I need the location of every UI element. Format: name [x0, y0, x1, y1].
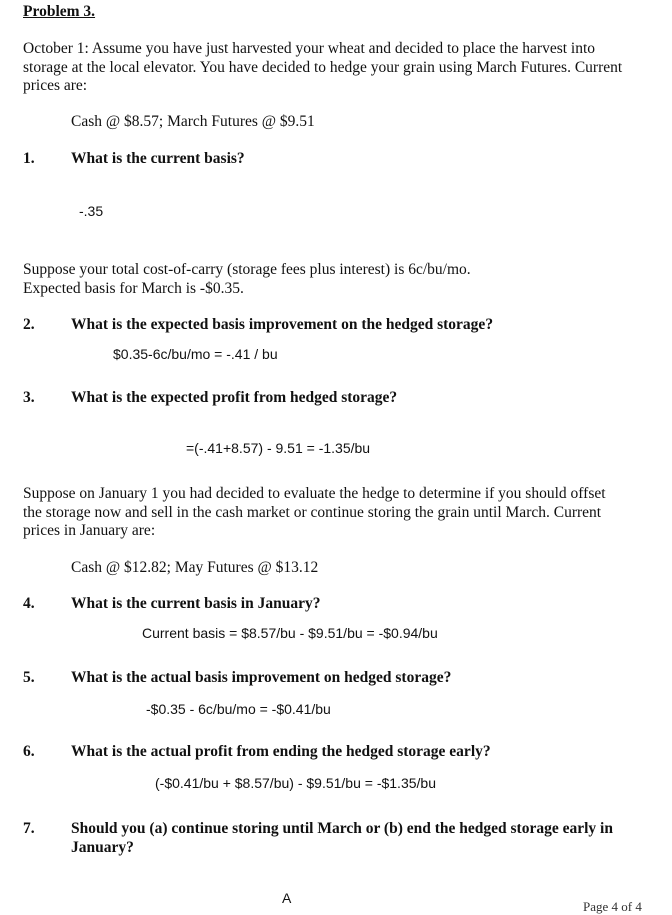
- intro-line: October 1: Assume you have just harvested your wheat and decided to place the harvest into: [23, 40, 596, 57]
- answer-text: -.35: [79, 203, 104, 219]
- question-line: January?: [71, 838, 134, 856]
- question-text: What is the expected profit from hedged storage?: [71, 389, 398, 406]
- question-number: 5.: [23, 669, 35, 686]
- question-number: 4.: [23, 595, 35, 612]
- carry-line: Suppose your total cost-of-carry (storage fees plus interest) is 6c/bu/mo.: [23, 261, 471, 278]
- question-text: What is the current basis in January?: [71, 595, 321, 612]
- question-line: Should you (a) continue storing until March or (b) end the hedged storage early in: [71, 820, 613, 837]
- page-footer: Page 4 of 4: [583, 899, 642, 914]
- october-prices: Cash @ $8.57; March Futures @ $9.51: [71, 113, 315, 130]
- question-text: What is the actual profit from ending the hedged storage early?: [71, 743, 491, 760]
- question-number: 3.: [23, 389, 35, 406]
- question-number: 6.: [23, 743, 35, 760]
- answer-text: =(-.41+8.57) - 9.51 = -1.35/bu: [186, 440, 371, 456]
- question-text: What is the current basis?: [71, 150, 245, 167]
- jan-line: prices in January are:: [23, 522, 156, 539]
- answer-text: $0.35-6c/bu/mo = -.41 / bu: [113, 346, 278, 362]
- answer-text: Current basis = $8.57/bu - $9.51/bu = -$0.94/bu: [142, 625, 438, 641]
- problem-title: Problem 3.: [23, 3, 96, 20]
- intro-line: storage at the local elevator. You have decided to hedge your grain using March Futures. Current: [23, 58, 623, 76]
- jan-line: Suppose on January 1 you had decided to evaluate the hedge to determine if you should offset: [23, 485, 606, 502]
- question-number: 2.: [23, 316, 35, 333]
- question-text: What is the actual basis improvement on hedged storage?: [71, 669, 452, 686]
- answer-text: (-$0.41/bu + $8.57/bu) - $9.51/bu = -$1.35/bu: [155, 775, 436, 791]
- january-prices: Cash @ $12.82; May Futures @ $13.12: [71, 559, 319, 576]
- intro-paragraph: [23, 40, 622, 96]
- question-text: [71, 820, 613, 857]
- jan-line: the storage now and sell in the cash market or continue storing the grain until March. Current: [23, 503, 602, 521]
- answer-text: A: [282, 890, 292, 906]
- question-number: 1.: [23, 150, 35, 167]
- answer-text: -$0.35 - 6c/bu/mo = -$0.41/bu: [146, 701, 331, 717]
- intro-line: prices are:: [23, 77, 88, 94]
- cost-of-carry-paragraph: [23, 261, 471, 298]
- question-number: 7.: [23, 820, 35, 837]
- question-text: What is the expected basis improvement on the hedged storage?: [71, 316, 494, 333]
- january-paragraph: [23, 485, 606, 541]
- carry-line: Expected basis for March is -$0.35.: [23, 279, 244, 297]
